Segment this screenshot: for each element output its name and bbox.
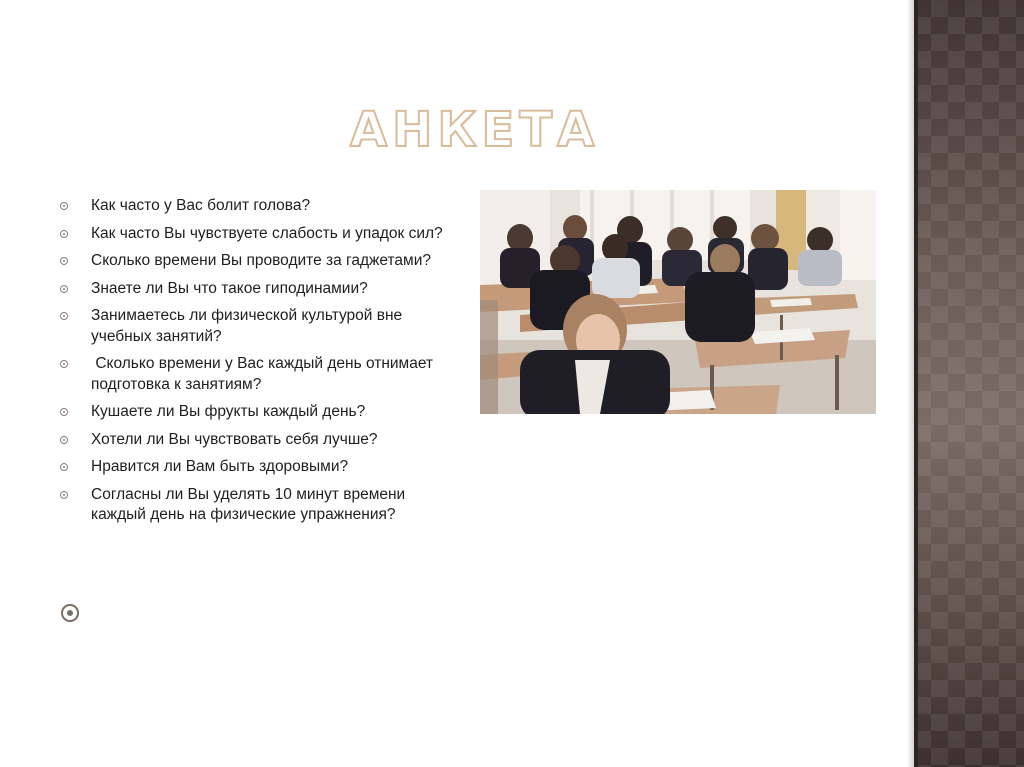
bullet-icon: [60, 312, 68, 320]
question-text: Нравится ли Вам быть здоровыми?: [91, 458, 349, 475]
question-text: Хотели ли Вы чувствовать себя лучше?: [91, 430, 378, 448]
question-text: Как часто у Вас болит голова?: [91, 197, 311, 214]
question-text: Занимаетесь ли физической культурой вне учебных занятий?: [91, 307, 403, 345]
empty-bullet-icon: [61, 604, 79, 622]
bullet-icon: [60, 257, 68, 265]
decorative-side-panel: [914, 0, 1024, 767]
classroom-photo: [480, 190, 876, 414]
question-text: Как часто Вы чувствуете слабость и упадок сил?: [91, 224, 443, 242]
question-item: [60, 224, 460, 245]
question-item: [60, 279, 460, 300]
bullet-icon: [60, 463, 68, 471]
question-text: Знаете ли Вы что такое гиподинамии?: [91, 279, 368, 297]
question-item: [60, 196, 460, 217]
bullet-icon: [60, 202, 68, 210]
bullet-icon: [60, 436, 68, 444]
question-item: [60, 485, 460, 526]
bullet-icon: [60, 491, 68, 499]
question-item: [60, 402, 460, 423]
question-item: [60, 306, 460, 347]
bullet-icon: [60, 360, 68, 368]
bullet-icon: [60, 285, 68, 293]
side-panel-edge: [914, 0, 918, 767]
classroom-photo-image: [480, 190, 876, 414]
question-text: Кушаете ли Вы фрукты каждый день?: [91, 403, 366, 420]
question-item: [60, 354, 460, 395]
question-item: [60, 251, 460, 272]
bullet-icon: [60, 408, 68, 416]
bullet-icon: [60, 230, 68, 238]
question-text: Сколько времени Вы проводите за гаджетами?: [91, 252, 431, 269]
question-text: Сколько времени у Вас каждый день отнимает подготовка к занятиям?: [91, 355, 438, 393]
question-item: [60, 430, 460, 451]
question-text: Согласны ли Вы уделять 10 минут времени каждый день на физические упражнения?: [91, 485, 406, 523]
question-list: [60, 196, 460, 533]
slide-title: АНКЕТА: [350, 102, 600, 158]
question-item: [60, 457, 460, 478]
